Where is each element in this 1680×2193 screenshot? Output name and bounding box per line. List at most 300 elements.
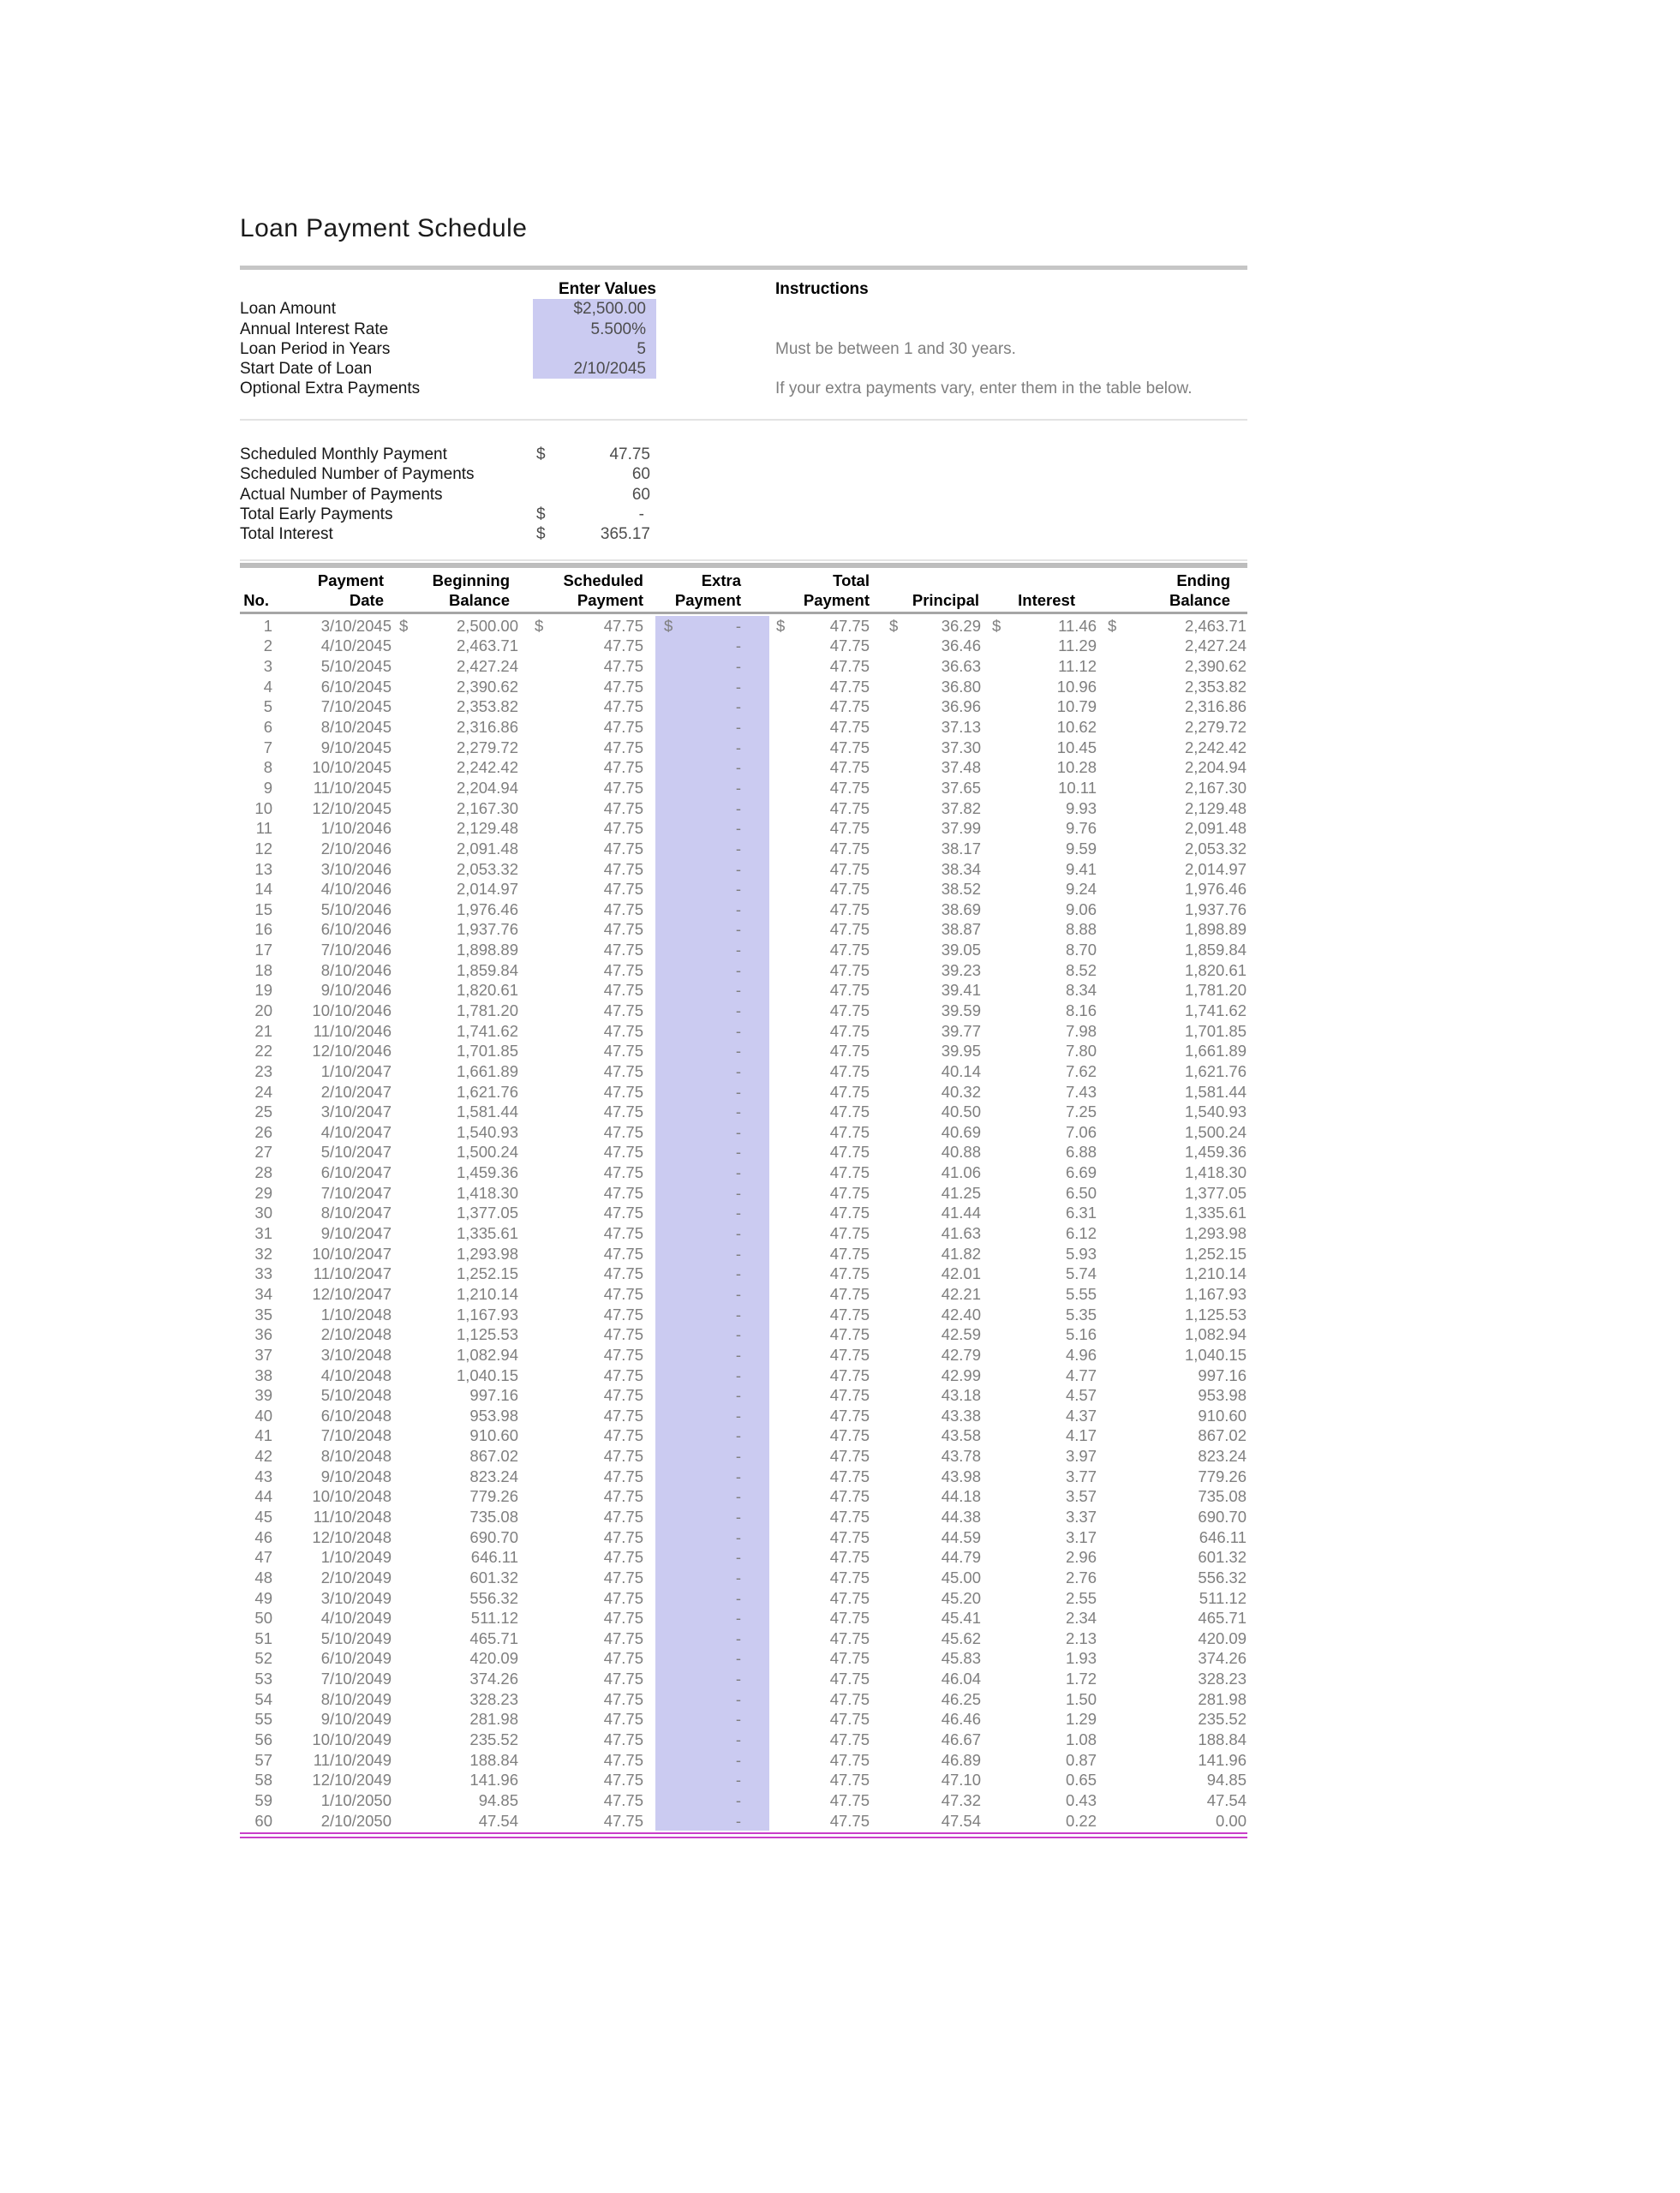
cell-principal: 43.58 xyxy=(941,1426,981,1445)
cell-extra-payment[interactable]: - xyxy=(655,940,769,960)
cell-ending-balance: 1,976.46 xyxy=(1184,880,1247,899)
cell-no: 18 xyxy=(254,960,272,979)
field-input-cell[interactable]: 5 xyxy=(533,339,656,359)
cell-total-payment: 47.75 xyxy=(829,1082,870,1101)
cell-scheduled-payment: 47.75 xyxy=(603,1609,643,1628)
cell-total-payment: 47.75 xyxy=(829,697,870,716)
cell-extra-payment[interactable]: - xyxy=(655,1669,769,1689)
cell-principal: 39.23 xyxy=(941,960,981,979)
cell-no: 24 xyxy=(254,1082,272,1101)
cell-principal: 38.34 xyxy=(941,859,981,878)
table-row xyxy=(240,1001,1247,1021)
cell-extra-payment[interactable]: - xyxy=(655,1446,769,1467)
cell-interest: 0.22 xyxy=(1065,1811,1097,1830)
cell-no: 30 xyxy=(254,1204,272,1222)
cell-no: 6 xyxy=(263,718,272,737)
cell-scheduled-payment: 47.75 xyxy=(603,758,643,777)
cell-principal: 39.59 xyxy=(941,1001,981,1019)
field-input-cell[interactable]: $2,500.00 xyxy=(533,299,656,319)
cell-extra-payment[interactable]: - xyxy=(655,899,769,920)
cell-extra-payment[interactable]: - xyxy=(655,1710,769,1730)
cell-extra-payment[interactable]: $ - xyxy=(655,616,769,636)
cell-principal: 40.88 xyxy=(941,1143,981,1162)
cell-principal: 43.18 xyxy=(941,1386,981,1405)
schedule-header-row xyxy=(240,571,1247,611)
cell-no: 19 xyxy=(254,981,272,1000)
cell-ending-balance: 1,252.15 xyxy=(1184,1244,1247,1263)
cell-total-payment: 47.75 xyxy=(829,1689,870,1708)
cell-extra-payment[interactable]: - xyxy=(655,1061,769,1082)
cell-extra-payment[interactable]: - xyxy=(655,738,769,758)
cell-interest: 9.24 xyxy=(1065,880,1097,899)
cell-principal: 39.77 xyxy=(941,1021,981,1040)
cell-principal: 46.04 xyxy=(941,1670,981,1688)
cell-interest: 1.72 xyxy=(1065,1670,1097,1688)
cell-payment-date: 1/10/2047 xyxy=(320,1061,392,1080)
cell-extra-payment[interactable]: - xyxy=(655,1143,769,1163)
cell-extra-payment[interactable]: - xyxy=(655,757,769,778)
column-header-interest: Interest xyxy=(1018,591,1075,610)
cell-extra-payment[interactable]: - xyxy=(655,1082,769,1102)
cell-ending-balance: 465.71 xyxy=(1198,1609,1247,1628)
cell-payment-date: 8/10/2047 xyxy=(320,1204,392,1222)
cell-ending-balance: 420.09 xyxy=(1198,1628,1247,1647)
cell-extra-payment[interactable]: - xyxy=(655,1204,769,1224)
cell-payment-date: 5/10/2049 xyxy=(320,1628,392,1647)
enter-values-field-row xyxy=(240,299,656,319)
cell-beginning-balance: 2,129.48 xyxy=(456,819,518,838)
cell-payment-date: 7/10/2046 xyxy=(320,941,392,959)
cell-extra-payment[interactable]: - xyxy=(655,1487,769,1508)
cell-beginning-balance: 188.84 xyxy=(469,1750,518,1769)
cell-interest: 1.93 xyxy=(1065,1649,1097,1668)
cell-extra-payment[interactable]: - xyxy=(655,1730,769,1750)
summary-value: 365.17 xyxy=(600,525,650,544)
cell-extra-payment[interactable]: - xyxy=(655,1122,769,1143)
cell-total-payment: 47.75 xyxy=(829,1628,870,1647)
cell-extra-payment[interactable]: - xyxy=(655,677,769,697)
table-row xyxy=(240,1628,1247,1649)
cell-extra-payment[interactable]: - xyxy=(655,778,769,798)
cell-payment-date: 2/10/2050 xyxy=(320,1811,392,1830)
cell-principal: 45.20 xyxy=(941,1588,981,1607)
table-row xyxy=(240,981,1247,1001)
cell-extra-payment[interactable]: - xyxy=(655,1588,769,1609)
cell-extra-payment[interactable]: - xyxy=(655,1264,769,1285)
cell-payment-date: 9/10/2045 xyxy=(320,738,392,756)
cell-payment-date: 3/10/2046 xyxy=(320,859,392,878)
cell-scheduled-payment: 47.75 xyxy=(603,1568,643,1586)
cell-extra-payment[interactable]: - xyxy=(655,636,769,657)
cell-payment-date: 8/10/2048 xyxy=(320,1447,392,1466)
cell-no: 42 xyxy=(254,1447,272,1466)
table-row xyxy=(240,859,1247,880)
cell-extra-payment[interactable]: - xyxy=(655,859,769,880)
cell-payment-date: 9/10/2046 xyxy=(320,981,392,1000)
cell-payment-date: 10/10/2049 xyxy=(312,1730,392,1749)
cell-interest: 6.69 xyxy=(1065,1163,1097,1182)
cell-extra-payment[interactable]: - xyxy=(655,1771,769,1791)
cell-extra-payment[interactable]: - xyxy=(655,717,769,738)
cell-scheduled-payment: 47.75 xyxy=(603,1264,643,1283)
cell-extra-payment[interactable]: - xyxy=(655,656,769,677)
cell-scheduled-payment: 47.75 xyxy=(603,1689,643,1708)
cell-principal: 47.54 xyxy=(941,1811,981,1830)
cell-scheduled-payment: $ 47.75 xyxy=(531,616,651,636)
cell-scheduled-payment: 47.75 xyxy=(603,1345,643,1364)
cell-principal: 46.46 xyxy=(941,1710,981,1729)
cell-payment-date: 10/10/2048 xyxy=(312,1487,392,1506)
cell-payment-date: 6/10/2046 xyxy=(320,920,392,939)
cell-principal: 42.59 xyxy=(941,1325,981,1344)
cell-scheduled-payment: 47.75 xyxy=(603,1386,643,1405)
cell-no: 26 xyxy=(254,1122,272,1141)
cell-ending-balance: 1,082.94 xyxy=(1184,1325,1247,1344)
table-top-divider-thin xyxy=(240,559,1247,561)
cell-payment-date: 4/10/2047 xyxy=(320,1122,392,1141)
table-row xyxy=(240,757,1247,778)
table-row xyxy=(240,1244,1247,1264)
cell-principal: 41.63 xyxy=(941,1224,981,1243)
cell-interest: $ 11.46 xyxy=(985,616,1101,636)
cell-extra-payment[interactable]: - xyxy=(655,879,769,899)
cell-beginning-balance: 47.54 xyxy=(478,1811,518,1830)
cell-total-payment: 47.75 xyxy=(829,1508,870,1526)
cell-interest: 7.25 xyxy=(1065,1102,1097,1121)
cell-principal: 45.62 xyxy=(941,1628,981,1647)
cell-extra-payment[interactable]: - xyxy=(655,1689,769,1710)
cell-total-payment: 47.75 xyxy=(829,899,870,918)
cell-principal: 45.41 xyxy=(941,1609,981,1628)
summary-value: - xyxy=(638,505,644,523)
schedule-body xyxy=(240,616,1247,1831)
column-header-scheduled-payment: Scheduled Payment xyxy=(563,571,643,610)
cell-scheduled-payment: 47.75 xyxy=(603,941,643,959)
cell-beginning-balance: 235.52 xyxy=(469,1730,518,1749)
cell-beginning-balance: 2,053.32 xyxy=(456,859,518,878)
cell-total-payment: 47.75 xyxy=(829,1730,870,1749)
cell-principal: 46.25 xyxy=(941,1689,981,1708)
cell-extra-payment[interactable]: - xyxy=(655,1305,769,1325)
cell-scheduled-payment: 47.75 xyxy=(603,1021,643,1040)
cell-total-payment: 47.75 xyxy=(829,1568,870,1586)
cell-beginning-balance: 1,167.93 xyxy=(456,1305,518,1324)
enter-values-header: Enter Values xyxy=(558,280,656,298)
cell-interest: 2.96 xyxy=(1065,1548,1097,1567)
cell-ending-balance: 1,040.15 xyxy=(1184,1345,1247,1364)
cell-principal: 36.63 xyxy=(941,657,981,676)
cell-total-payment: 47.75 xyxy=(829,1305,870,1324)
table-row xyxy=(240,717,1247,738)
table-row xyxy=(240,1771,1247,1791)
cell-scheduled-payment: 47.75 xyxy=(603,718,643,737)
enter-values-field-row xyxy=(240,320,656,339)
cell-extra-payment[interactable]: - xyxy=(655,1223,769,1244)
cell-no: 41 xyxy=(254,1426,272,1445)
cell-interest: 2.76 xyxy=(1065,1568,1097,1586)
cell-beginning-balance: 823.24 xyxy=(469,1467,518,1485)
cell-principal: 42.01 xyxy=(941,1264,981,1283)
summary-row xyxy=(240,445,656,464)
cell-ending-balance: 1,335.61 xyxy=(1184,1204,1247,1222)
cell-extra-payment[interactable]: - xyxy=(655,1527,769,1548)
cell-payment-date: 4/10/2049 xyxy=(320,1609,392,1628)
cell-total-payment: $ 47.75 xyxy=(769,616,874,636)
cell-payment-date: 12/10/2047 xyxy=(312,1284,392,1303)
instructions-header: Instructions xyxy=(775,280,869,298)
cell-interest: 10.28 xyxy=(1056,758,1097,777)
table-row xyxy=(240,1183,1247,1204)
cell-extra-payment[interactable]: - xyxy=(655,818,769,839)
table-row xyxy=(240,839,1247,859)
summary-value-cell xyxy=(533,485,656,505)
cell-extra-payment[interactable]: - xyxy=(655,1426,769,1447)
cell-beginning-balance: 1,701.85 xyxy=(456,1042,518,1061)
cell-payment-date: 4/10/2046 xyxy=(320,880,392,899)
cell-no: 22 xyxy=(254,1042,272,1061)
cell-total-payment: 47.75 xyxy=(829,1811,870,1830)
cell-ending-balance: 1,293.98 xyxy=(1184,1224,1247,1243)
cell-interest: 5.16 xyxy=(1065,1325,1097,1344)
cell-ending-balance: 1,581.44 xyxy=(1184,1082,1247,1101)
cell-ending-balance: 556.32 xyxy=(1198,1568,1247,1586)
cell-beginning-balance: 1,293.98 xyxy=(456,1244,518,1263)
cell-principal: 37.13 xyxy=(941,718,981,737)
cell-interest: 8.34 xyxy=(1065,981,1097,1000)
cell-ending-balance: 735.08 xyxy=(1198,1487,1247,1506)
cell-extra-payment[interactable]: - xyxy=(655,1284,769,1305)
cell-scheduled-payment: 47.75 xyxy=(603,1649,643,1668)
cell-extra-payment[interactable]: - xyxy=(655,1365,769,1386)
cell-extra-payment[interactable]: - xyxy=(655,1162,769,1183)
cell-extra-payment[interactable]: - xyxy=(655,1547,769,1568)
cell-extra-payment[interactable]: - xyxy=(655,1750,769,1771)
cell-payment-date: 5/10/2046 xyxy=(320,899,392,918)
cell-extra-payment[interactable]: - xyxy=(655,1406,769,1426)
cell-interest: 9.06 xyxy=(1065,899,1097,918)
cell-ending-balance: 2,316.86 xyxy=(1184,697,1247,716)
cell-no: 15 xyxy=(254,899,272,918)
cell-beginning-balance: 1,125.53 xyxy=(456,1325,518,1344)
cell-ending-balance: 1,937.76 xyxy=(1184,899,1247,918)
summary-label: Actual Number of Payments xyxy=(240,485,443,504)
cell-scheduled-payment: 47.75 xyxy=(603,1487,643,1506)
table-row xyxy=(240,1588,1247,1609)
summary-value: 60 xyxy=(631,465,650,484)
cell-no: 10 xyxy=(254,798,272,817)
cell-scheduled-payment: 47.75 xyxy=(603,1122,643,1141)
cell-scheduled-payment: 47.75 xyxy=(603,1305,643,1324)
table-row xyxy=(240,697,1247,718)
cell-total-payment: 47.75 xyxy=(829,1102,870,1121)
cell-total-payment: 47.75 xyxy=(829,1649,870,1668)
table-row xyxy=(240,1324,1247,1345)
cell-beginning-balance: 1,377.05 xyxy=(456,1204,518,1222)
column-header-total-payment: Total Payment xyxy=(803,571,870,610)
table-row xyxy=(240,899,1247,920)
cell-beginning-balance: $ 2,500.00 xyxy=(394,616,531,636)
cell-ending-balance: 779.26 xyxy=(1198,1467,1247,1485)
column-header-ending-balance: Ending Balance xyxy=(1169,571,1230,610)
cell-payment-date: 12/10/2048 xyxy=(312,1527,392,1546)
cell-beginning-balance: 1,459.36 xyxy=(456,1163,518,1182)
cell-beginning-balance: 2,242.42 xyxy=(456,758,518,777)
cell-extra-payment[interactable]: - xyxy=(655,1790,769,1811)
cell-payment-date: 7/10/2047 xyxy=(320,1183,392,1202)
cell-extra-payment[interactable]: - xyxy=(655,920,769,941)
cell-interest: 10.62 xyxy=(1056,718,1097,737)
cell-total-payment: 47.75 xyxy=(829,1042,870,1061)
cell-interest: 9.59 xyxy=(1065,839,1097,857)
cell-extra-payment[interactable]: - xyxy=(655,1324,769,1345)
cell-no: 45 xyxy=(254,1508,272,1526)
cell-interest: 4.77 xyxy=(1065,1365,1097,1384)
cell-interest: 10.45 xyxy=(1056,738,1097,756)
cell-beginning-balance: 1,937.76 xyxy=(456,920,518,939)
enter-values-field-row xyxy=(240,379,656,398)
cell-extra-payment[interactable]: - xyxy=(655,1507,769,1527)
cell-interest: 3.97 xyxy=(1065,1447,1097,1466)
cell-total-payment: 47.75 xyxy=(829,1487,870,1506)
cell-extra-payment[interactable]: - xyxy=(655,839,769,859)
table-row xyxy=(240,940,1247,960)
cell-no: 11 xyxy=(255,819,272,838)
cell-extra-payment[interactable]: - xyxy=(655,1041,769,1061)
table-row xyxy=(240,960,1247,981)
cell-ending-balance: 1,898.89 xyxy=(1184,920,1247,939)
cell-principal: 44.38 xyxy=(941,1508,981,1526)
cell-scheduled-payment: 47.75 xyxy=(603,880,643,899)
cell-total-payment: 47.75 xyxy=(829,657,870,676)
cell-no: 54 xyxy=(254,1689,272,1708)
cell-extra-payment[interactable]: - xyxy=(655,981,769,1001)
cell-extra-payment[interactable]: - xyxy=(655,1102,769,1122)
cell-principal: 40.14 xyxy=(941,1061,981,1080)
cell-no: 4 xyxy=(263,677,272,696)
cell-payment-date: 4/10/2048 xyxy=(320,1365,392,1384)
cell-no: 57 xyxy=(254,1750,272,1769)
field-input-cell[interactable]: 5.500% xyxy=(533,320,656,339)
cell-ending-balance: 2,427.24 xyxy=(1184,636,1247,655)
cell-extra-payment[interactable]: - xyxy=(655,1568,769,1588)
cell-total-payment: 47.75 xyxy=(829,941,870,959)
cell-ending-balance: 2,129.48 xyxy=(1184,798,1247,817)
cell-interest: 2.13 xyxy=(1065,1628,1097,1647)
cell-payment-date: 5/10/2045 xyxy=(320,657,392,676)
cell-payment-date: 11/10/2047 xyxy=(313,1264,392,1283)
cell-ending-balance: 2,390.62 xyxy=(1184,657,1247,676)
cell-extra-payment[interactable]: - xyxy=(655,1021,769,1042)
cell-scheduled-payment: 47.75 xyxy=(603,1102,643,1121)
table-row xyxy=(240,1305,1247,1325)
cell-beginning-balance: 94.85 xyxy=(478,1790,518,1809)
cell-extra-payment[interactable]: - xyxy=(655,1608,769,1628)
cell-extra-payment[interactable]: - xyxy=(655,1244,769,1264)
cell-extra-payment[interactable]: - xyxy=(655,1345,769,1365)
cell-beginning-balance: 601.32 xyxy=(469,1568,518,1586)
cell-ending-balance: 1,621.76 xyxy=(1184,1061,1247,1080)
cell-interest: 5.93 xyxy=(1065,1244,1097,1263)
cell-no: 44 xyxy=(254,1487,272,1506)
cell-no: 17 xyxy=(254,941,272,959)
cell-scheduled-payment: 47.75 xyxy=(603,1042,643,1061)
currency-symbol: $ xyxy=(536,505,546,523)
cell-total-payment: 47.75 xyxy=(829,1386,870,1405)
table-row xyxy=(240,1710,1247,1730)
cell-interest: 5.74 xyxy=(1065,1264,1097,1283)
cell-extra-payment[interactable]: - xyxy=(655,1467,769,1487)
cell-interest: 11.12 xyxy=(1058,657,1097,676)
cell-scheduled-payment: 47.75 xyxy=(603,1628,643,1647)
cell-interest: 8.88 xyxy=(1065,920,1097,939)
cell-extra-payment[interactable]: - xyxy=(655,1628,769,1649)
cell-extra-payment[interactable]: - xyxy=(655,1811,769,1831)
cell-extra-payment[interactable]: - xyxy=(655,1183,769,1204)
cell-interest: 8.16 xyxy=(1065,1001,1097,1019)
dollar-sign: $ xyxy=(664,616,673,635)
cell-payment-date: 11/10/2049 xyxy=(313,1750,392,1769)
cell-ending-balance: 867.02 xyxy=(1198,1426,1247,1445)
cell-extra-payment[interactable]: - xyxy=(655,1001,769,1021)
cell-ending-balance: 690.70 xyxy=(1198,1508,1247,1526)
cell-payment-date: 1/10/2050 xyxy=(320,1790,392,1809)
cell-no: 46 xyxy=(254,1527,272,1546)
table-row xyxy=(240,616,1247,636)
cell-payment-date: 8/10/2049 xyxy=(320,1689,392,1708)
table-row xyxy=(240,738,1247,758)
cell-total-payment: 47.75 xyxy=(829,1750,870,1769)
summary-row xyxy=(240,505,656,524)
cell-scheduled-payment: 47.75 xyxy=(603,899,643,918)
cell-no: 39 xyxy=(254,1386,272,1405)
cell-beginning-balance: 1,976.46 xyxy=(456,899,518,918)
column-header-payment-date: Payment Date xyxy=(317,571,384,610)
cell-extra-payment[interactable]: - xyxy=(655,798,769,819)
table-row xyxy=(240,778,1247,798)
cell-no: 43 xyxy=(254,1467,272,1485)
cell-extra-payment[interactable]: - xyxy=(655,697,769,718)
table-row xyxy=(240,1689,1247,1710)
cell-scheduled-payment: 47.75 xyxy=(603,1325,643,1344)
currency-symbol: $ xyxy=(536,525,546,544)
field-input-cell[interactable]: 2/10/2045 xyxy=(533,359,656,379)
table-row xyxy=(240,1061,1247,1082)
cell-ending-balance: 1,661.89 xyxy=(1184,1042,1247,1061)
table-row xyxy=(240,1568,1247,1588)
cell-extra-payment[interactable]: - xyxy=(655,1649,769,1670)
dollar-sign: $ xyxy=(889,616,899,635)
cell-ending-balance: 2,091.48 xyxy=(1184,819,1247,838)
cell-extra-payment[interactable]: - xyxy=(655,1385,769,1406)
table-row xyxy=(240,1264,1247,1285)
cell-ending-balance: 1,820.61 xyxy=(1184,960,1247,979)
cell-beginning-balance: 690.70 xyxy=(469,1527,518,1546)
cell-total-payment: 47.75 xyxy=(829,718,870,737)
cell-principal: 44.79 xyxy=(941,1548,981,1567)
page-content xyxy=(240,0,1247,2193)
cell-interest: 5.55 xyxy=(1065,1284,1097,1303)
enter-values-field-row xyxy=(240,339,656,359)
cell-principal: 43.98 xyxy=(941,1467,981,1485)
cell-extra-payment[interactable]: - xyxy=(655,960,769,981)
cell-total-payment: 47.75 xyxy=(829,738,870,756)
cell-ending-balance: 1,167.93 xyxy=(1184,1284,1247,1303)
cell-payment-date: 7/10/2048 xyxy=(320,1426,392,1445)
cell-total-payment: 47.75 xyxy=(829,1771,870,1790)
cell-no: 48 xyxy=(254,1568,272,1586)
cell-no: 13 xyxy=(254,859,272,878)
cell-total-payment: 47.75 xyxy=(829,1143,870,1162)
